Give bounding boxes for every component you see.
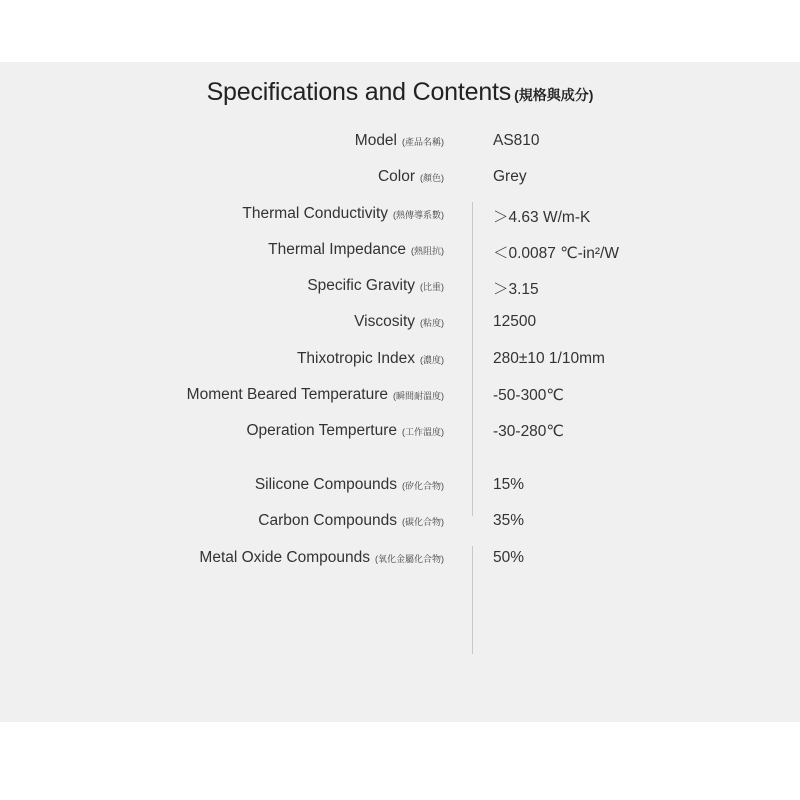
spec-label: Operation Temperture (工作溫度) xyxy=(246,422,444,440)
spec-label: Model (產品名稱) xyxy=(354,132,444,149)
spec-value: ＜0.0087 ℃-in²/W xyxy=(493,244,619,262)
spec-row-thermal-impedance xyxy=(0,241,800,277)
content-row-silicone xyxy=(0,476,800,512)
spec-row-moment-beared-temperature xyxy=(0,386,800,422)
content-row-metal-oxide xyxy=(0,549,800,585)
contents-table xyxy=(0,476,800,585)
content-value: 15% xyxy=(493,476,525,493)
title-chinese: (規格與成分) xyxy=(514,87,594,103)
spec-value: 12500 xyxy=(493,313,537,331)
spec-row-thermal-conductivity xyxy=(0,205,800,241)
spec-value: 280±10 1/10mm xyxy=(493,349,605,367)
spec-value: ＞3.15 xyxy=(493,281,539,299)
content-label: Silicone Compounds (矽化合物) xyxy=(254,476,444,493)
title-main: Specifications and Contents xyxy=(206,78,512,106)
spec-label: Moment Beared Temperature (瞬間耐溫度) xyxy=(186,386,444,404)
content-row-carbon xyxy=(0,512,800,548)
spec-label: Specific Gravity (比重) xyxy=(307,277,444,295)
spec-label: Thixotropic Index (濃度) xyxy=(296,349,444,367)
content-label: Metal Oxide Compounds (氧化金屬化合物) xyxy=(199,548,444,566)
spec-value: AS810 xyxy=(493,132,540,149)
spec-label: Color (顏色) xyxy=(377,168,444,186)
spec-row-operation-temperature xyxy=(0,422,800,458)
spec-label: Viscosity (粘度) xyxy=(354,313,444,331)
spec-value: Grey xyxy=(493,168,527,186)
spec-row-color xyxy=(0,168,800,204)
page-title xyxy=(0,78,800,107)
specifications-table xyxy=(0,132,800,459)
spec-value: -50-300℃ xyxy=(493,387,564,405)
content-value: 35% xyxy=(493,512,525,530)
spec-row-model xyxy=(0,132,800,168)
spec-label: Thermal Conductivity (熱傳導系數) xyxy=(242,204,444,222)
spec-row-thixotropic-index xyxy=(0,350,800,386)
spec-row-specific-gravity xyxy=(0,277,800,313)
spec-value: ＞4.63 W/m-K xyxy=(493,208,591,226)
content-label: Carbon Compounds (碳化合物) xyxy=(258,512,444,530)
content-value: 50% xyxy=(493,548,525,566)
spec-row-viscosity xyxy=(0,313,800,349)
spec-value: -30-280℃ xyxy=(493,423,564,441)
spec-label: Thermal Impedance (熱阻抗) xyxy=(268,240,444,258)
